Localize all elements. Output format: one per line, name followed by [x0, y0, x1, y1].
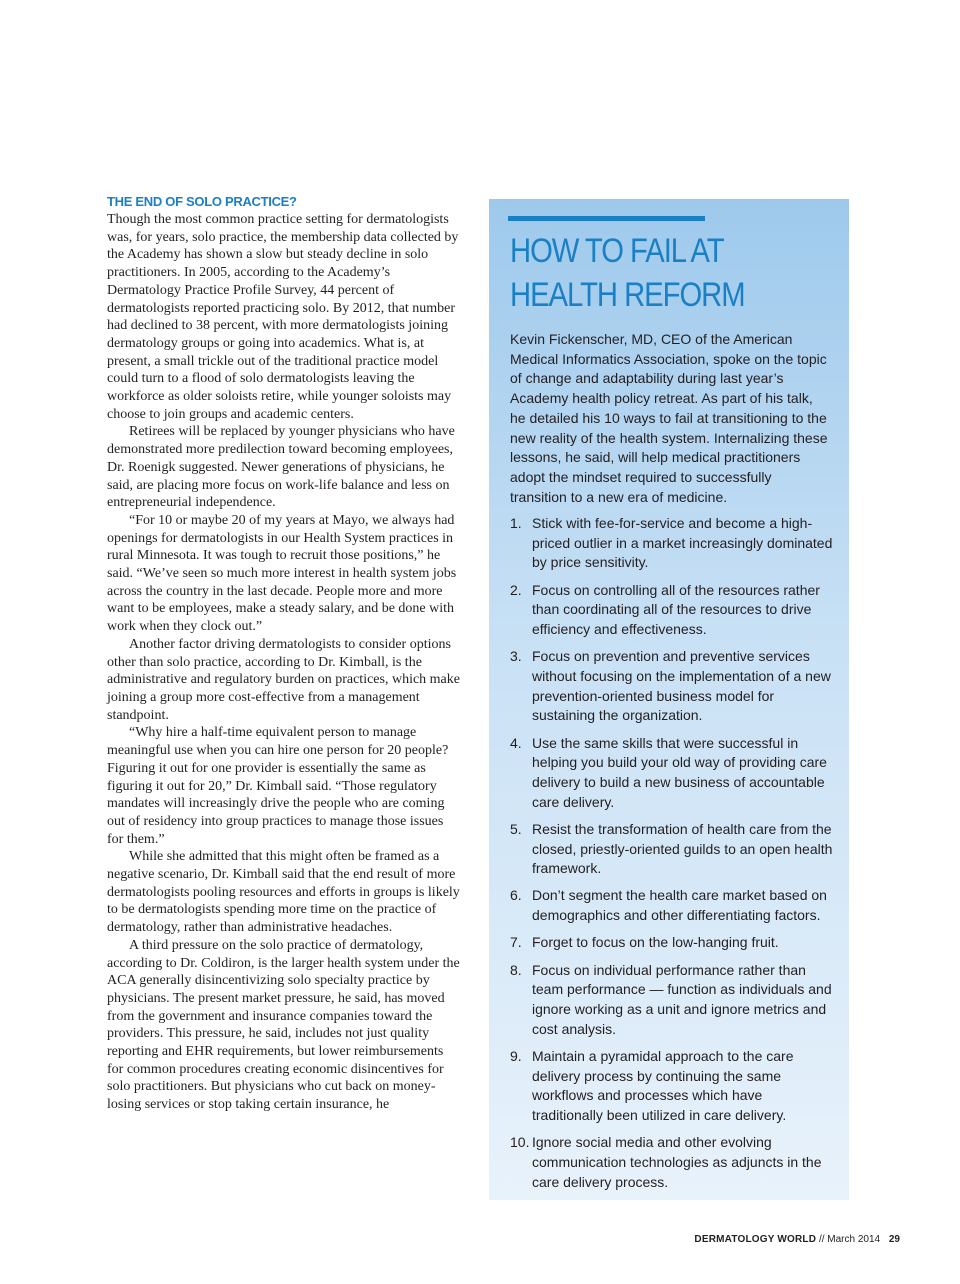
list-item-text: Stick with fee-for-service and become a high-priced outlier in a market increasingly dominated by price sensitivity.: [532, 515, 833, 571]
list-item: [510, 581, 835, 640]
sidebar-intro: Kevin Fickenscher, MD, CEO of the American Medical Informatics Association, spoke on the topic of change and adaptability during last year’s Academy health policy retreat. As part of his talk, he detailed his 10 ways to fail at transitioning to the new reality of the health system. Internalizing these lessons, he said, will help medical practitioners adopt the mindset required to successfully transition to a new era of medicine.: [510, 331, 828, 505]
list-item: [510, 514, 835, 573]
list-item: [510, 886, 835, 925]
list-item-number: 6.: [510, 887, 522, 904]
article-paragraph-2: Retirees will be replaced by younger physicians who have demonstrated more predilection toward becoming employees, Dr. Roenigk suggested. Newer generations of physicians, he said, are placing more focus on work-life balance and less on entrepreneurial independence.: [107, 424, 455, 511]
section-heading: THE END OF SOLO PRACTICE?: [107, 194, 297, 209]
list-item-text: Focus on controlling all of the resources rather than coordinating all of the resources to drive efficiency and effectiveness.: [532, 581, 820, 638]
page-number: 29: [888, 1234, 900, 1245]
list-item-number: 5.: [510, 820, 522, 837]
article-paragraph-3: “For 10 or maybe 20 of my years at Mayo, we always had openings for dermatologists in our Health System practices in rural Minnesota. It was tough to recruit those positions,” he said. “We’ve seen so much more interest in health system jobs across the country in the last decade. People more and more want to be employees, make a steady salary, and be done with work when they clock out.”: [107, 512, 457, 635]
list-item-text: Use the same skills that were successful in helping you build your old way of providing care delivery to build a new business of accountable care delivery.: [532, 734, 827, 810]
list-item-text: Focus on individual performance rather than team performance — function as individuals and ignore working as a unit and ignore metrics and cost analysis.: [532, 961, 832, 1037]
list-item-text: Maintain a pyramidal approach to the care delivery process by continuing the same workflows and processes which have traditionally been utilized in care delivery.: [532, 1047, 794, 1123]
list-item-number: 2.: [510, 581, 522, 598]
article-paragraph-7: A third pressure on the solo practice of dermatology, according to Dr. Coldiron, is the larger health system under the ACA generally disincentivizing solo specialty practice by physicians. The present market pressure, he said, has moved from the government and insurance companies toward the providers. This pressure, he said, includes not just quality reporting and EHR requirements, but lower reimbursements for common procedures creating economic disincentives for solo practitioners. But physicians who cut back on money-losing services or stop taking certain insurance, he: [107, 937, 460, 1113]
article-paragraph-6: While she admitted that this might often be framed as a negative scenario, Dr. Kimball said that the end result of more dermatologists pooling resources and efforts in groups is likely to be dermatologists spending more time on the practice of dermatology, rather than administrative headaches.: [107, 849, 460, 936]
list-item-text: Forget to focus on the low-hanging fruit.: [532, 934, 779, 951]
list-item-text: Ignore social media and other evolving communication technologies as adjuncts in the care delivery process.: [532, 1134, 822, 1190]
article-paragraph-5: “Why hire a half-time equivalent person to manage meaningful use when you can hire one person for 20 people? Figuring it out for one provider is essentially the same as figuring it out for 20,” Dr. Kimball said. “Those regulatory mandates will increasingly drive the people who are coming out of residency into group practices to manage those issues for them.”: [107, 725, 449, 847]
sidebar-accent-rule: [508, 216, 705, 221]
page-footer: [694, 1234, 900, 1245]
list-item: [510, 961, 835, 1040]
list-item-number: 9.: [510, 1047, 522, 1064]
list-item: [510, 734, 835, 813]
footer-separator: //: [818, 1234, 825, 1245]
list-item: [510, 647, 835, 726]
sidebar-title: HOW TO FAIL AT HEALTH REFORM: [510, 232, 745, 314]
article-paragraph-4: Another factor driving dermatologists to consider options other than solo practice, according to Dr. Kimball, is the administrative and regulatory burden on practices, which make joining a group more cost-effective from a management standpoint.: [107, 636, 460, 723]
list-item-number: 8.: [510, 961, 522, 978]
publication-name: DERMATOLOGY WORLD: [694, 1234, 817, 1245]
sidebar-list: [510, 514, 835, 1200]
list-item: [510, 820, 835, 879]
list-item: [510, 933, 835, 953]
list-item-number: 3.: [510, 648, 522, 665]
article-paragraph-1: Though the most common practice setting for dermatologists was, for years, solo practice, the membership data collected by the Academy has shown a slow but steady decline in solo practitioners. In 2005, according to the Academy’s Dermatology Practice Profile Survey, 44 percent of dermatologists reported practicing solo. By 2012, that number had declined to 38 percent, with more dermatologists joining dermatology groups or going into academics. What is, at present, a small trickle out of the traditional practice model could turn to a flood of solo dermatologists leaving the workforce as older soloists retire, while younger soloists may choose to join groups and academic centers.: [107, 212, 459, 422]
issue-date: March 2014: [827, 1234, 881, 1245]
list-item-text: Resist the transformation of health care from the closed, priestly-oriented guilds to an open health framework.: [532, 820, 833, 877]
list-item-number: 10.: [510, 1134, 530, 1151]
list-item-number: 1.: [510, 515, 522, 531]
list-item-number: 7.: [510, 934, 522, 951]
list-item-number: 4.: [510, 734, 522, 751]
list-item-text: Don’t segment the health care market based on demographics and other differentiating factors.: [532, 887, 827, 924]
sidebar-box: [489, 199, 849, 1200]
list-item-text: Focus on prevention and preventive services without focusing on the implementation of a new prevention-oriented business model for sustaining the organization.: [532, 648, 831, 724]
list-item: [510, 1047, 835, 1126]
list-item: [510, 1133, 835, 1192]
article-column: [107, 193, 462, 1114]
